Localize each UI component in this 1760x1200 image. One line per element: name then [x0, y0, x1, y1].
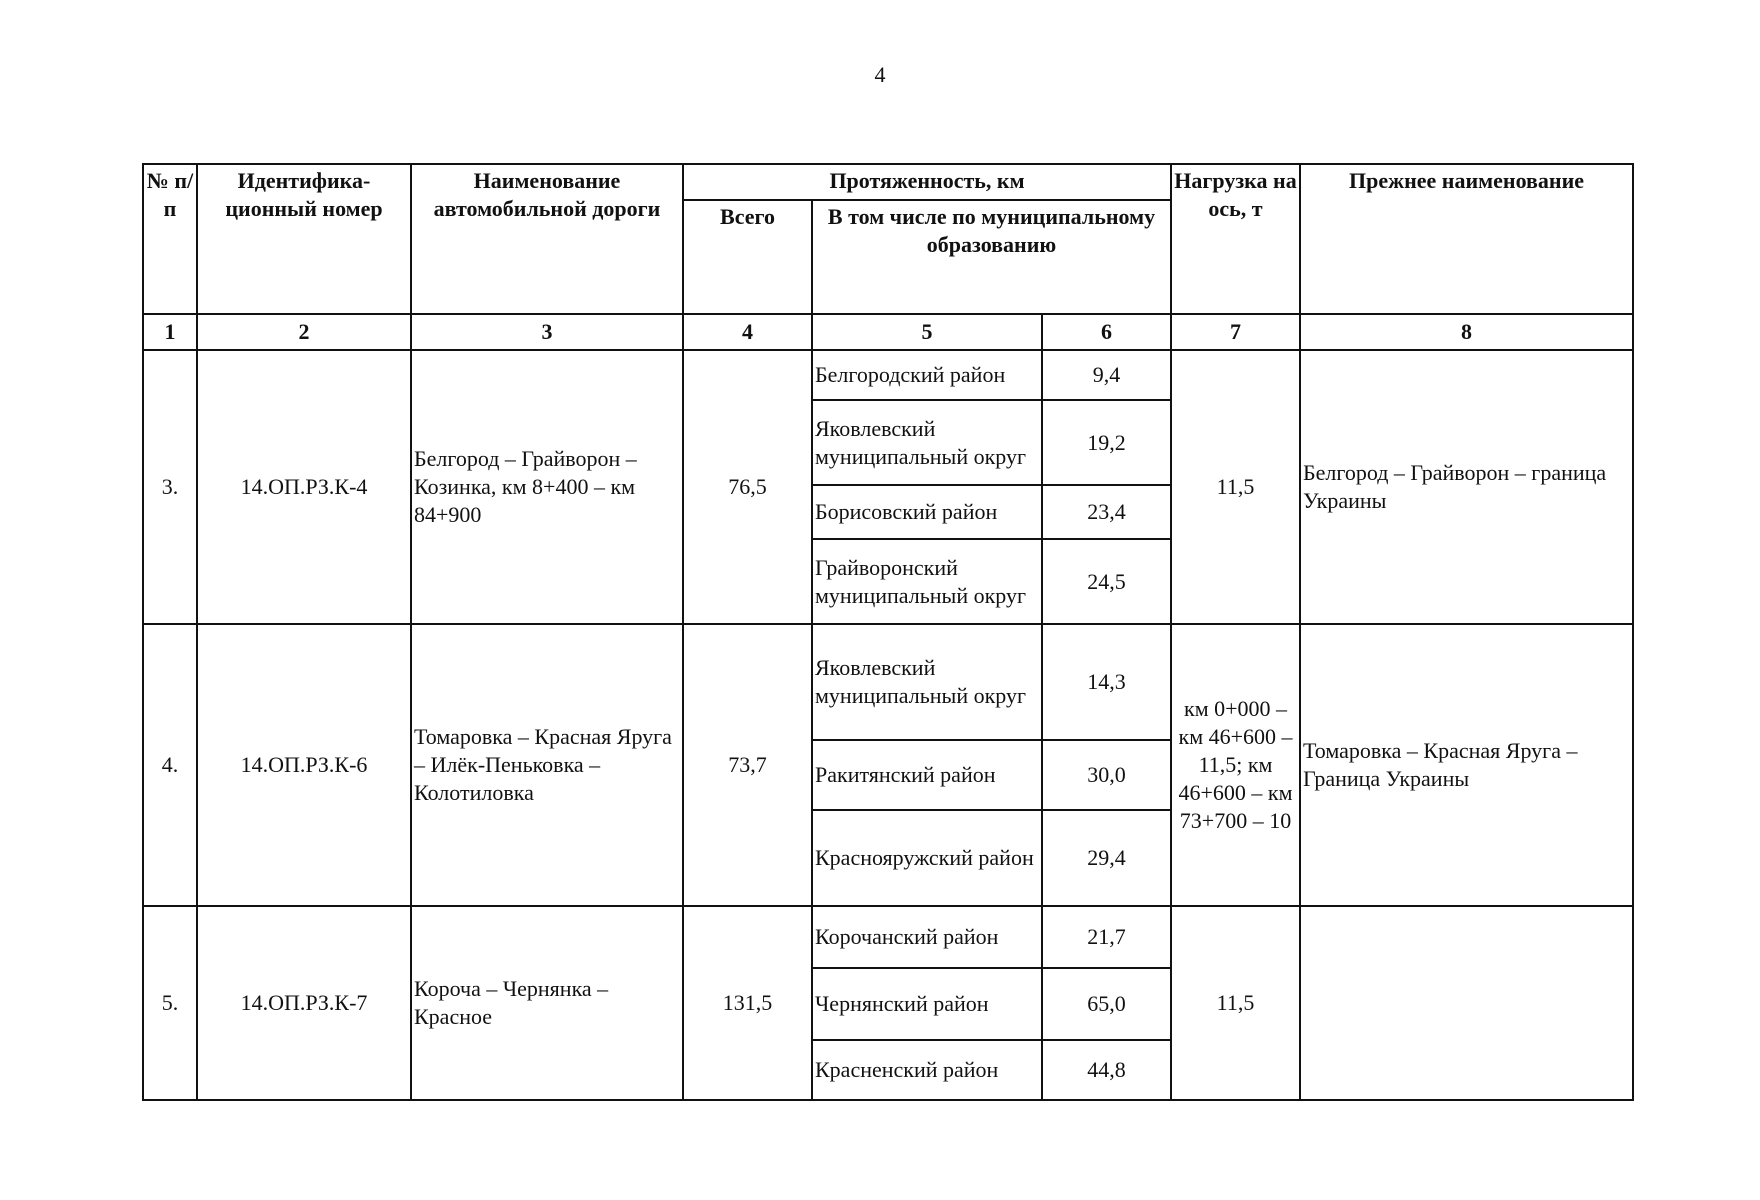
district-name: Белгородский район [812, 350, 1042, 400]
table-row [143, 906, 1633, 968]
road-identifier: 14.ОП.РЗ.К-4 [197, 350, 411, 624]
header-road-name: Наименование автомобильной дороги [411, 164, 683, 314]
district-length: 21,7 [1042, 906, 1171, 968]
table-row [143, 624, 1633, 740]
header-number: № п/п [143, 164, 197, 314]
column-number: 7 [1171, 314, 1300, 350]
column-number: 4 [683, 314, 812, 350]
header-total: Всего [683, 200, 812, 314]
table-row [143, 350, 1633, 400]
district-name: Грайворонский муниципальный округ [812, 539, 1042, 624]
road-total-length: 76,5 [683, 350, 812, 624]
axle-load: 11,5 [1171, 906, 1300, 1100]
roads-table [142, 163, 1634, 1101]
column-number: 2 [197, 314, 411, 350]
district-name: Корочанский район [812, 906, 1042, 968]
road-name: Томаровка – Красная Яруга – Илёк-Пеньковка – Колотиловка [411, 624, 683, 906]
column-number: 6 [1042, 314, 1171, 350]
page-number: 4 [874, 62, 886, 87]
former-name: Томаровка – Красная Яруга – Граница Украины [1300, 624, 1633, 906]
district-length: 65,0 [1042, 968, 1171, 1040]
former-name [1300, 906, 1633, 1100]
header-identifier: Идентифика-ционный номер [197, 164, 411, 314]
road-identifier: 14.ОП.РЗ.К-7 [197, 906, 411, 1100]
axle-load: 11,5 [1171, 350, 1300, 624]
district-length: 14,3 [1042, 624, 1171, 740]
district-name: Борисовский район [812, 485, 1042, 539]
district-length: 19,2 [1042, 400, 1171, 485]
column-number: 3 [411, 314, 683, 350]
column-number: 5 [812, 314, 1042, 350]
axle-load: км 0+000 – км 46+600 – 11,5; км 46+600 – км 73+700 – 10 [1171, 624, 1300, 906]
district-name: Яковлевский муниципальный округ [812, 624, 1042, 740]
road-name: Короча – Чернянка – Красное [411, 906, 683, 1100]
column-numbers-row [143, 314, 1633, 350]
header-axle-load: Нагрузка на ось, т [1171, 164, 1300, 314]
district-length: 24,5 [1042, 539, 1171, 624]
header-length: Протяженность, км [683, 164, 1171, 200]
former-name: Белгород – Грайворон – граница Украины [1300, 350, 1633, 624]
district-length: 23,4 [1042, 485, 1171, 539]
column-number: 1 [143, 314, 197, 350]
row-number: 3. [143, 350, 197, 624]
district-name: Яковлевский муниципальный округ [812, 400, 1042, 485]
column-number: 8 [1300, 314, 1633, 350]
district-name: Чернянский район [812, 968, 1042, 1040]
road-total-length: 131,5 [683, 906, 812, 1100]
header-former-name: Прежнее наименование [1300, 164, 1633, 314]
district-length: 9,4 [1042, 350, 1171, 400]
district-name: Красненский район [812, 1040, 1042, 1100]
district-length: 29,4 [1042, 810, 1171, 906]
header-municipal: В том числе по муниципальному образованию [812, 200, 1171, 314]
district-length: 30,0 [1042, 740, 1171, 810]
district-name: Ракитянский район [812, 740, 1042, 810]
road-total-length: 73,7 [683, 624, 812, 906]
district-length: 44,8 [1042, 1040, 1171, 1100]
row-number: 5. [143, 906, 197, 1100]
district-name: Краснояружский район [812, 810, 1042, 906]
road-identifier: 14.ОП.РЗ.К-6 [197, 624, 411, 906]
road-name: Белгород – Грайворон – Козинка, км 8+400 – км 84+900 [411, 350, 683, 624]
row-number: 4. [143, 624, 197, 906]
